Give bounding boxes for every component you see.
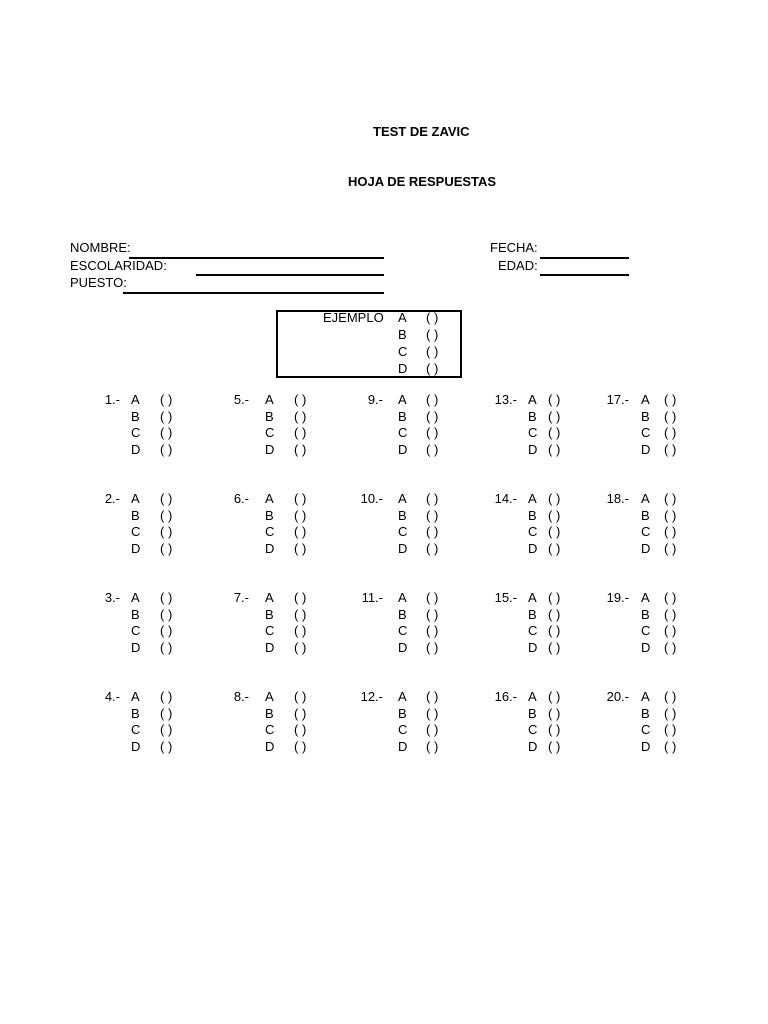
answer-box[interactable]: ( ) bbox=[426, 689, 439, 704]
option-letter-d: D bbox=[641, 441, 651, 457]
option-letter-b: B bbox=[398, 408, 407, 424]
answer-box[interactable]: ( ) bbox=[160, 540, 173, 556]
option-letter-a: A bbox=[641, 590, 650, 605]
answer-box[interactable]: ( ) bbox=[160, 738, 173, 754]
question-number: 15.- bbox=[494, 590, 517, 605]
option-letter-a: A bbox=[528, 689, 537, 704]
answer-box[interactable]: ( ) bbox=[294, 689, 307, 704]
answer-box[interactable]: ( ) bbox=[664, 524, 677, 539]
option-letter-a: A bbox=[398, 689, 407, 704]
answer-box[interactable]: ( ) bbox=[160, 689, 173, 704]
option-letter-a: A bbox=[398, 590, 407, 605]
option-letter-c: C bbox=[131, 722, 141, 737]
option-letter-c: C bbox=[398, 524, 408, 539]
answer-box[interactable]: ( ) bbox=[426, 590, 439, 605]
option-letter-a: A bbox=[398, 392, 407, 407]
option-letter-d: D bbox=[265, 738, 275, 754]
answer-box[interactable]: ( ) bbox=[548, 689, 561, 704]
option-letter-a: A bbox=[131, 491, 140, 506]
escolaridad-label: ESCOLARIDAD: bbox=[70, 258, 167, 273]
fecha-label: FECHA: bbox=[490, 240, 538, 255]
example-answer-box[interactable]: ( ) bbox=[426, 361, 439, 376]
option-letter-b: B bbox=[131, 705, 140, 721]
option-letter-b: B bbox=[641, 507, 650, 523]
question-number: 13.- bbox=[494, 392, 517, 407]
edad-field-line[interactable] bbox=[540, 274, 629, 276]
page-subtitle: HOJA DE RESPUESTAS bbox=[348, 174, 497, 189]
answer-box[interactable]: ( ) bbox=[664, 738, 677, 754]
question-number: 3.- bbox=[104, 590, 120, 605]
answer-box[interactable]: ( ) bbox=[664, 392, 677, 407]
option-letter-b: B bbox=[265, 606, 274, 622]
question-number: 5.- bbox=[233, 392, 249, 407]
answer-box[interactable]: ( ) bbox=[664, 408, 677, 424]
example-option-b: B bbox=[398, 327, 407, 342]
answer-box[interactable]: ( ) bbox=[426, 507, 439, 523]
option-letter-a: A bbox=[265, 590, 274, 605]
escolaridad-field-line[interactable] bbox=[196, 274, 384, 276]
option-letter-d: D bbox=[528, 738, 538, 754]
answer-box[interactable]: ( ) bbox=[294, 507, 307, 523]
answer-box[interactable]: ( ) bbox=[160, 408, 173, 424]
answer-box[interactable]: ( ) bbox=[160, 705, 173, 721]
answer-box[interactable]: ( ) bbox=[426, 738, 439, 754]
option-letter-a: A bbox=[265, 392, 274, 407]
option-letter-d: D bbox=[528, 540, 538, 556]
option-letter-a: A bbox=[528, 491, 537, 506]
option-letter-a: A bbox=[641, 392, 650, 407]
option-letter-a: A bbox=[131, 392, 140, 407]
answer-box[interactable]: ( ) bbox=[548, 705, 561, 721]
example-answer-box[interactable]: ( ) bbox=[426, 327, 439, 342]
option-letter-b: B bbox=[641, 705, 650, 721]
question-number: 8.- bbox=[233, 689, 249, 704]
option-letter-b: B bbox=[528, 705, 537, 721]
option-letter-a: A bbox=[528, 590, 537, 605]
option-letter-c: C bbox=[641, 623, 651, 638]
answer-box[interactable]: ( ) bbox=[160, 623, 173, 638]
answer-box[interactable]: ( ) bbox=[664, 590, 677, 605]
option-letter-c: C bbox=[131, 524, 141, 539]
answer-box[interactable]: ( ) bbox=[426, 623, 439, 638]
answer-box[interactable]: ( ) bbox=[426, 524, 439, 539]
option-letter-a: A bbox=[131, 689, 140, 704]
answer-box[interactable]: ( ) bbox=[548, 408, 561, 424]
question-number: 11.- bbox=[361, 590, 383, 605]
option-letter-a: A bbox=[641, 689, 650, 704]
question-number: 19.- bbox=[606, 590, 629, 605]
answer-box[interactable]: ( ) bbox=[294, 705, 307, 721]
option-letter-d: D bbox=[528, 441, 538, 457]
answer-box[interactable]: ( ) bbox=[664, 705, 677, 721]
option-letter-a: A bbox=[528, 392, 537, 407]
option-letter-b: B bbox=[398, 507, 407, 523]
answer-box[interactable]: ( ) bbox=[664, 540, 677, 556]
option-letter-d: D bbox=[131, 441, 141, 457]
answer-box[interactable]: ( ) bbox=[548, 507, 561, 523]
edad-label: EDAD: bbox=[498, 258, 538, 273]
answer-box[interactable]: ( ) bbox=[664, 441, 677, 457]
option-letter-b: B bbox=[131, 606, 140, 622]
answer-box[interactable]: ( ) bbox=[294, 540, 307, 556]
answer-box[interactable]: ( ) bbox=[160, 441, 173, 457]
option-letter-b: B bbox=[265, 705, 274, 721]
option-letter-c: C bbox=[641, 722, 651, 737]
answer-box[interactable]: ( ) bbox=[664, 722, 677, 737]
page-title: TEST DE ZAVIC bbox=[373, 124, 470, 139]
option-letter-c: C bbox=[398, 425, 408, 440]
option-letter-c: C bbox=[528, 425, 538, 440]
answer-box[interactable]: ( ) bbox=[294, 408, 307, 424]
answer-box[interactable]: ( ) bbox=[294, 606, 307, 622]
question-number: 2.- bbox=[104, 491, 120, 506]
option-letter-b: B bbox=[641, 606, 650, 622]
answer-box[interactable]: ( ) bbox=[426, 540, 439, 556]
option-letter-b: B bbox=[528, 606, 537, 622]
fecha-field-line[interactable] bbox=[540, 257, 629, 259]
answer-box[interactable]: ( ) bbox=[160, 606, 173, 622]
option-letter-a: A bbox=[398, 491, 407, 506]
answer-box[interactable]: ( ) bbox=[426, 441, 439, 457]
answer-box[interactable]: ( ) bbox=[548, 441, 561, 457]
option-letter-b: B bbox=[528, 408, 537, 424]
example-label: EJEMPLO bbox=[323, 310, 384, 325]
answer-box[interactable]: ( ) bbox=[426, 408, 439, 424]
option-letter-d: D bbox=[265, 441, 275, 457]
answer-box[interactable]: ( ) bbox=[548, 491, 561, 506]
answer-box[interactable]: ( ) bbox=[664, 639, 677, 655]
example-option-d: D bbox=[398, 361, 408, 376]
answer-box[interactable]: ( ) bbox=[294, 392, 307, 407]
option-letter-c: C bbox=[265, 524, 275, 539]
option-letter-c: C bbox=[131, 425, 141, 440]
option-letter-b: B bbox=[398, 705, 407, 721]
answer-box[interactable]: ( ) bbox=[548, 540, 561, 556]
answer-box[interactable]: ( ) bbox=[548, 606, 561, 622]
puesto-label: PUESTO: bbox=[70, 275, 127, 290]
answer-box[interactable]: ( ) bbox=[294, 639, 307, 655]
option-letter-c: C bbox=[265, 722, 275, 737]
option-letter-b: B bbox=[528, 507, 537, 523]
puesto-field-line[interactable] bbox=[123, 292, 384, 294]
answer-box[interactable]: ( ) bbox=[548, 425, 561, 440]
answer-box[interactable]: ( ) bbox=[664, 689, 677, 704]
answer-box[interactable]: ( ) bbox=[664, 491, 677, 506]
option-letter-d: D bbox=[398, 639, 408, 655]
answer-box[interactable]: ( ) bbox=[160, 491, 173, 506]
option-letter-d: D bbox=[265, 540, 275, 556]
answer-box[interactable]: ( ) bbox=[160, 590, 173, 605]
option-letter-c: C bbox=[398, 722, 408, 737]
answer-box[interactable]: ( ) bbox=[548, 524, 561, 539]
option-letter-b: B bbox=[641, 408, 650, 424]
answer-box[interactable]: ( ) bbox=[548, 623, 561, 638]
answer-box[interactable]: ( ) bbox=[664, 606, 677, 622]
option-letter-d: D bbox=[641, 738, 651, 754]
option-letter-d: D bbox=[398, 738, 408, 754]
answer-box[interactable]: ( ) bbox=[294, 590, 307, 605]
question-number: 9.- bbox=[367, 392, 383, 407]
answer-box[interactable]: ( ) bbox=[294, 491, 307, 506]
answer-box[interactable]: ( ) bbox=[160, 392, 173, 407]
example-option-a: A bbox=[398, 310, 407, 325]
question-number: 7.- bbox=[233, 590, 249, 605]
answer-box[interactable]: ( ) bbox=[548, 722, 561, 737]
answer-box[interactable]: ( ) bbox=[160, 425, 173, 440]
option-letter-c: C bbox=[528, 524, 538, 539]
nombre-field-line[interactable] bbox=[129, 257, 384, 259]
answer-box[interactable]: ( ) bbox=[664, 623, 677, 638]
question-number: 14.- bbox=[494, 491, 517, 506]
option-letter-c: C bbox=[131, 623, 141, 638]
option-letter-d: D bbox=[528, 639, 538, 655]
option-letter-c: C bbox=[641, 524, 651, 539]
option-letter-a: A bbox=[265, 491, 274, 506]
answer-box[interactable]: ( ) bbox=[548, 639, 561, 655]
option-letter-c: C bbox=[641, 425, 651, 440]
option-letter-b: B bbox=[131, 408, 140, 424]
option-letter-a: A bbox=[265, 689, 274, 704]
answer-box[interactable]: ( ) bbox=[294, 425, 307, 440]
example-answer-box[interactable]: ( ) bbox=[426, 310, 439, 325]
option-letter-d: D bbox=[641, 540, 651, 556]
answer-box[interactable]: ( ) bbox=[294, 738, 307, 754]
answer-box[interactable]: ( ) bbox=[548, 392, 561, 407]
answer-box[interactable]: ( ) bbox=[294, 441, 307, 457]
answer-box[interactable]: ( ) bbox=[160, 507, 173, 523]
answer-box[interactable]: ( ) bbox=[426, 425, 439, 440]
question-number: 20.- bbox=[606, 689, 629, 704]
question-number: 1.- bbox=[104, 392, 120, 407]
option-letter-d: D bbox=[131, 639, 141, 655]
example-answer-box[interactable]: ( ) bbox=[426, 344, 439, 359]
option-letter-a: A bbox=[131, 590, 140, 605]
option-letter-b: B bbox=[398, 606, 407, 622]
answer-box[interactable]: ( ) bbox=[294, 722, 307, 737]
option-letter-d: D bbox=[131, 738, 141, 754]
question-number: 17.- bbox=[606, 392, 629, 407]
answer-box[interactable]: ( ) bbox=[294, 524, 307, 539]
option-letter-b: B bbox=[131, 507, 140, 523]
question-number: 16.- bbox=[494, 689, 517, 704]
example-option-c: C bbox=[398, 344, 408, 359]
answer-box[interactable]: ( ) bbox=[426, 606, 439, 622]
answer-box[interactable]: ( ) bbox=[664, 507, 677, 523]
question-number: 6.- bbox=[233, 491, 249, 506]
option-letter-c: C bbox=[528, 722, 538, 737]
option-letter-b: B bbox=[265, 507, 274, 523]
answer-box[interactable]: ( ) bbox=[426, 639, 439, 655]
option-letter-c: C bbox=[398, 623, 408, 638]
answer-box[interactable]: ( ) bbox=[664, 425, 677, 440]
answer-box[interactable]: ( ) bbox=[548, 738, 561, 754]
answer-box[interactable]: ( ) bbox=[426, 491, 439, 506]
answer-box[interactable]: ( ) bbox=[160, 524, 173, 539]
option-letter-d: D bbox=[398, 441, 408, 457]
answer-box[interactable]: ( ) bbox=[160, 639, 173, 655]
answer-box[interactable]: ( ) bbox=[548, 590, 561, 605]
question-number: 18.- bbox=[606, 491, 629, 506]
answer-box[interactable]: ( ) bbox=[426, 705, 439, 721]
option-letter-c: C bbox=[528, 623, 538, 638]
option-letter-d: D bbox=[265, 639, 275, 655]
nombre-label: NOMBRE: bbox=[70, 240, 131, 255]
option-letter-c: C bbox=[265, 425, 275, 440]
option-letter-d: D bbox=[131, 540, 141, 556]
answer-box[interactable]: ( ) bbox=[294, 623, 307, 638]
option-letter-a: A bbox=[641, 491, 650, 506]
answer-box[interactable]: ( ) bbox=[160, 722, 173, 737]
option-letter-d: D bbox=[641, 639, 651, 655]
answer-box[interactable]: ( ) bbox=[426, 392, 439, 407]
option-letter-b: B bbox=[265, 408, 274, 424]
option-letter-d: D bbox=[398, 540, 408, 556]
question-number: 4.- bbox=[104, 689, 120, 704]
question-number: 10.- bbox=[360, 491, 383, 506]
option-letter-c: C bbox=[265, 623, 275, 638]
answer-box[interactable]: ( ) bbox=[426, 722, 439, 737]
question-number: 12.- bbox=[360, 689, 383, 704]
